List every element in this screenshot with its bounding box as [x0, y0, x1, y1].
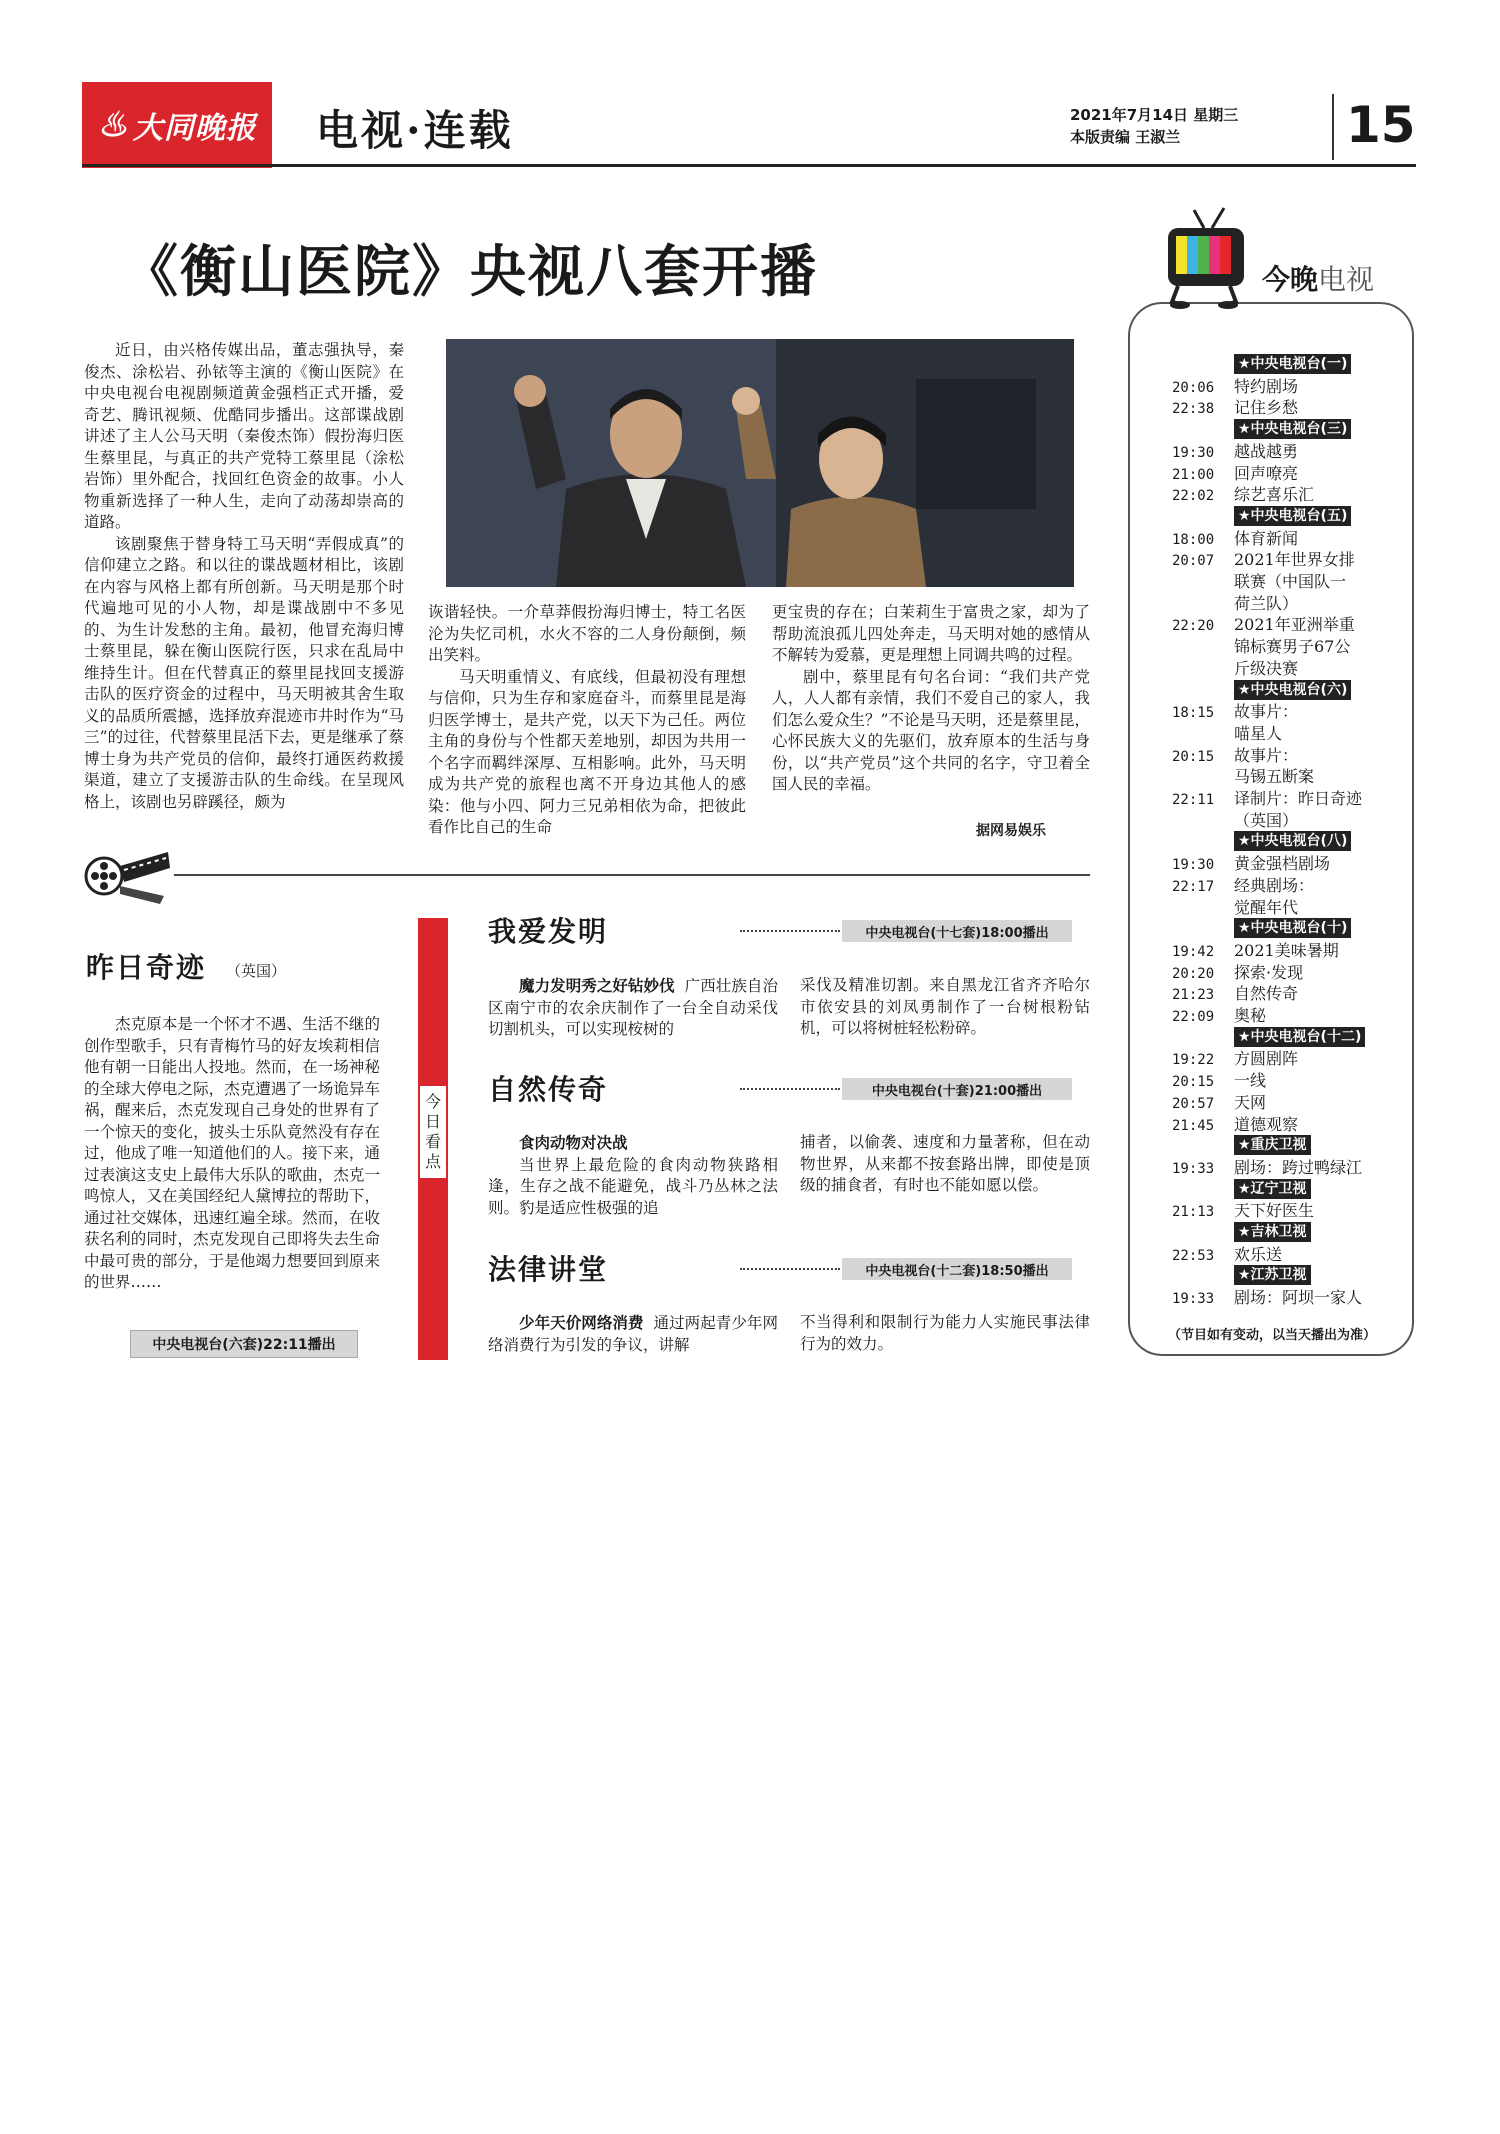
program-row	[1172, 397, 1298, 421]
program-row	[1172, 1114, 1298, 1138]
program-time: 22:20	[1172, 618, 1215, 635]
program-row	[1172, 1005, 1266, 1029]
tv-guide-title-bold: 今晚	[1262, 263, 1319, 296]
program-time: 22:38	[1172, 401, 1215, 418]
program-row	[1172, 701, 1298, 744]
program-row	[1172, 1048, 1298, 1072]
section-title: 电视·连载	[316, 106, 514, 155]
program-name: 欢乐送	[1234, 1244, 1283, 1264]
program-row	[1172, 983, 1298, 1007]
channel-header: ★中央电视台(一)	[1234, 354, 1351, 374]
program-row	[1172, 1244, 1282, 1268]
tv-guide-title	[1262, 258, 1374, 298]
article-column-3	[772, 602, 1090, 796]
program-desc-left	[488, 1312, 778, 1356]
program-text: 当世界上最危险的食肉动物狭路相逢，生存之战不能避免，战斗乃丛林之法则。豹是适应性极强的追	[488, 1155, 778, 1217]
program-desc-right	[800, 1132, 1090, 1197]
program-row	[1172, 1200, 1314, 1224]
program-time: 20:07	[1172, 553, 1215, 570]
movie-title: 昨日奇迹	[86, 951, 207, 984]
program-text: 采伐及精准切割。来自黑龙江省齐齐哈尔市依安县的刘凤勇制作了一台树根粉钻机，可以将树桩轻松粉碎。	[800, 976, 1090, 1037]
dotted-leader	[740, 1268, 840, 1270]
channel-header: ★中央电视台(十二)	[1234, 1027, 1365, 1047]
movie-airtime: 中央电视台(六套)22:11播出	[130, 1330, 358, 1358]
program-time: 21:00	[1172, 466, 1215, 483]
article-paragraph: 近日，由兴格传媒出品，董志强执导，秦俊杰、涂松岩、孙铱等主演的《衡山医院》在中央电视台电视剧频道黄金强档正式开播，爱奇艺、腾讯视频、优酷同步播出。这部谍战剧讲述了主人公马天明（秦俊杰饰）假扮海归医生蔡里昆，与真正的共产党特工蔡里昆（涂松岩饰）里外配合，找回红色资金的故事。小人物重新选择了一种人生，走向了动荡却崇高的道路。	[84, 341, 404, 531]
newspaper-logo	[82, 82, 272, 168]
program-row	[1172, 1157, 1362, 1181]
program-desc-right	[800, 975, 1090, 1040]
program-row	[1172, 1070, 1266, 1094]
program-desc-left	[488, 975, 778, 1041]
article-column-2	[428, 602, 746, 839]
program-text: 广西壮族自治区南宁市的农余庆制作了一台全自动采伐切割机头，可以实现桉树的	[488, 977, 778, 1038]
program-name: 2021年亚洲举重 锦标赛男子67公 斤级决赛	[1234, 615, 1355, 678]
program-row	[1172, 614, 1355, 679]
channel-header: ★重庆卫视	[1234, 1135, 1311, 1155]
channel-header: ★中央电视台(五)	[1234, 506, 1351, 526]
program-lead: 食肉动物对决战	[519, 1133, 628, 1152]
program-name: 记住乡愁	[1234, 398, 1299, 418]
program-row	[1172, 376, 1298, 400]
program-name: 方圆剧阵	[1234, 1049, 1299, 1069]
program-title: 法律讲堂	[488, 1253, 609, 1286]
program-row	[1172, 484, 1314, 508]
program-time: 21:45	[1172, 1117, 1215, 1134]
program-name: 2021美味暑期	[1234, 940, 1339, 960]
header-divider	[1332, 94, 1334, 160]
program-row	[1172, 853, 1330, 877]
tv-guide-title-light: 电视	[1318, 263, 1375, 296]
program-name: 综艺喜乐汇	[1234, 485, 1315, 505]
program-airtime: 中央电视台(十七套)18:00播出	[842, 920, 1072, 942]
article-headline: 《衡山医院》央视八套开播	[122, 239, 818, 305]
program-row	[1172, 962, 1303, 986]
program-name: 道德观察	[1234, 1114, 1299, 1134]
article-paragraph: 剧中，蔡里昆有句名台词：“我们共产党人，人人都有亲情，我们不爱自己的家人，我们怎么爱众生？”不论是马天明，还是蔡里昆，心怀民族大义的先驱们，放弃原本的生活与身份，以“共产党员”这个共同的名字，守卫着全国人民的幸福。	[772, 667, 1090, 793]
program-name: 故事片： 喵星人	[1234, 702, 1299, 743]
program-name: 黄金强档剧场	[1234, 854, 1331, 874]
flame-icon: ♨	[97, 105, 129, 145]
header-rule	[82, 164, 1416, 167]
program-time: 20:15	[1172, 748, 1215, 765]
program-name: 故事片： 马锡五断案	[1234, 745, 1315, 787]
logo-text: 大同晚报	[132, 111, 257, 146]
program-time: 20:15	[1172, 1074, 1215, 1091]
program-row	[1172, 1092, 1266, 1116]
page-editor: 本版责编 王淑兰	[1070, 128, 1181, 146]
movie-synopsis	[84, 1014, 380, 1294]
program-time: 19:30	[1172, 444, 1215, 461]
program-row	[1172, 1287, 1362, 1311]
television-icon	[1164, 206, 1250, 310]
program-text: 不当得利和限制行为能力人实施民事法律行为的效力。	[800, 1313, 1090, 1353]
program-title: 自然传奇	[488, 1073, 609, 1106]
channel-header: ★吉林卫视	[1234, 1222, 1311, 1242]
program-row	[1172, 745, 1314, 788]
channel-header: ★中央电视台(八)	[1234, 831, 1351, 851]
article-paragraph: 马天明重情义、有底线，但最初没有理想与信仰，只为生存和家庭奋斗，而蔡里昆是海归医学博士，是共产党，以天下为己任。两位主角的身份与个性都天差地别，却因为共用一个名字而羁绊深厚、互相影响。此外，马天明成为共产党的旅程也离不开身边其他人的感染：他与小四、阿力三兄弟相依为命，把彼此看作比自己的生命	[428, 667, 746, 836]
program-airtime: 中央电视台(十套)21:00播出	[842, 1078, 1072, 1100]
program-time: 20:06	[1172, 379, 1215, 396]
article-paragraph: 诙谐轻快。一介草莽假扮海归博士，特工名医沦为失忆司机，水火不容的二人身份颠倒，频出笑料。	[428, 603, 746, 664]
program-time: 22:02	[1172, 488, 1215, 505]
program-time: 19:30	[1172, 857, 1215, 874]
program-row	[1172, 463, 1298, 487]
movie-country: （英国）	[226, 962, 287, 980]
program-row	[1172, 441, 1298, 465]
program-time: 21:23	[1172, 987, 1215, 1004]
program-time: 19:33	[1172, 1160, 1215, 1177]
today-highlights-label: 今日看点	[420, 1086, 446, 1178]
program-lead: 魔力发明秀之好钻妙伐	[519, 976, 675, 995]
program-name: 探索·发现	[1234, 962, 1304, 982]
program-name: 剧场：阿坝一家人	[1234, 1288, 1363, 1308]
film-reel-icon	[80, 846, 172, 904]
program-row	[1172, 875, 1314, 918]
program-name: 自然传奇	[1234, 984, 1299, 1004]
program-name: 2021年世界女排 联赛（中国队一 荷兰队）	[1234, 550, 1355, 613]
program-time: 22:09	[1172, 1009, 1215, 1025]
article-source: 据网易娱乐	[976, 823, 1046, 839]
dotted-leader	[740, 1088, 840, 1090]
section-divider	[174, 874, 1090, 876]
program-row	[1172, 528, 1298, 552]
program-time: 19:42	[1172, 943, 1215, 960]
program-time: 18:15	[1172, 705, 1215, 722]
article-paragraph: 该剧聚焦于替身特工马天明“弄假成真”的信仰建立之路。和以往的谍战题材相比，该剧在内容与风格上都有所创新。马天明是那个时代遍地可见的小人物，却是谍战剧中不多见的、为生计发愁的主角。最初，他冒充海归博士蔡里昆，躲在衡山医院行医，只求在乱局中维持生计。但在代替真正的蔡里昆找回支援游击队的医疗资金的过程中，马天明被其舍生取义的品质所震撼，选择放弃混迹市井时作为“马三”的过往，代替蔡里昆活下去，更是继承了蔡博士身为共产党员的信仰，最终打通医药救援渠道，建立了支援游击队的生命线。在呈现风格上，该剧也另辟蹊径，颇为	[84, 534, 404, 811]
program-time: 19:22	[1172, 1052, 1215, 1069]
program-time: 22:53	[1172, 1247, 1215, 1264]
program-lead: 少年天价网络消费	[519, 1313, 644, 1332]
program-name: 特约剧场	[1234, 376, 1299, 396]
program-text: 捕者，以偷袭、速度和力量著称，但在动物世界，从来都不按套路出牌，即使是顶级的捕食者，有时也不能如愿以偿。	[800, 1133, 1090, 1194]
channel-header: ★中央电视台(三)	[1234, 419, 1351, 439]
article-paragraph: 更宝贵的存在；白茉莉生于富贵之家，却为了帮助流浪孤儿四处奔走，马天明对她的感情从不解转为爱慕，更是理想上同调共鸣的过程。	[772, 603, 1090, 664]
program-name: 越战越勇	[1234, 441, 1299, 461]
photo-illustration	[446, 339, 1074, 587]
program-time: 20:20	[1172, 965, 1215, 982]
program-time: 21:13	[1172, 1204, 1215, 1221]
program-time: 20:57	[1172, 1095, 1215, 1112]
article-column-1	[84, 340, 404, 840]
program-row	[1172, 940, 1339, 964]
program-name: 天下好医生	[1234, 1201, 1315, 1221]
program-name: 经典剧场： 觉醒年代	[1234, 875, 1315, 917]
tv-guide-note: （节目如有变动，以当天播出为准）	[1167, 1328, 1376, 1343]
movie-paragraph: 杰克原本是一个怀才不遇、生活不继的创作型歌手，只有青梅竹马的好友埃莉相信他有朝一日能出人投地。然而，在一场神秘的全球大停电之际，杰克遭遇了一场诡异车祸，醒来后，杰克发现自己身处的世界有了一个惊天的变化，披头士乐队竟然没有存在过，他成了唯一知道他们的人。接下来，通过表演这支史上最伟大乐队的歌曲，杰克一鸣惊人，又在美国经纪人黛博拉的帮助下，通过社交媒体，迅速红遍全球。然而，在收获名利的同时，杰克发现自己即将失去生命中最可贵的部分，于是他竭力想要回到原来的世界……	[84, 1015, 380, 1291]
program-name: 译制片：昨日奇迹 （英国）	[1234, 789, 1363, 830]
program-name: 奥秘	[1234, 1006, 1267, 1025]
channel-header: ★中央电视台(六)	[1234, 680, 1351, 700]
program-time: 19:33	[1172, 1291, 1215, 1308]
program-desc-left	[488, 1132, 778, 1219]
program-title: 我爱发明	[488, 915, 609, 948]
program-time: 22:17	[1172, 878, 1215, 895]
program-time: 18:00	[1172, 531, 1215, 548]
channel-header: ★江苏卫视	[1234, 1265, 1311, 1285]
program-name: 剧场：跨过鸭绿江	[1234, 1157, 1363, 1177]
drama-still-photo	[446, 339, 1074, 587]
program-row	[1172, 549, 1355, 614]
channel-header: ★辽宁卫视	[1234, 1179, 1311, 1199]
channel-header: ★中央电视台(十)	[1234, 918, 1351, 938]
issue-date: 2021年7月14日 星期三	[1070, 106, 1239, 124]
program-name: 回声嘹亮	[1234, 463, 1299, 483]
program-text: 通过两起青少年网络消费行为引发的争议，讲解	[488, 1314, 778, 1354]
program-name: 天网	[1234, 1092, 1267, 1112]
program-desc-right	[800, 1312, 1090, 1355]
program-name: 一线	[1234, 1071, 1267, 1091]
program-name: 体育新闻	[1234, 528, 1299, 548]
program-row	[1172, 788, 1362, 831]
program-time: 22:11	[1172, 792, 1215, 808]
program-airtime: 中央电视台(十二套)18:50播出	[842, 1258, 1072, 1280]
dotted-leader	[740, 930, 840, 932]
page-number: 15	[1346, 96, 1416, 154]
